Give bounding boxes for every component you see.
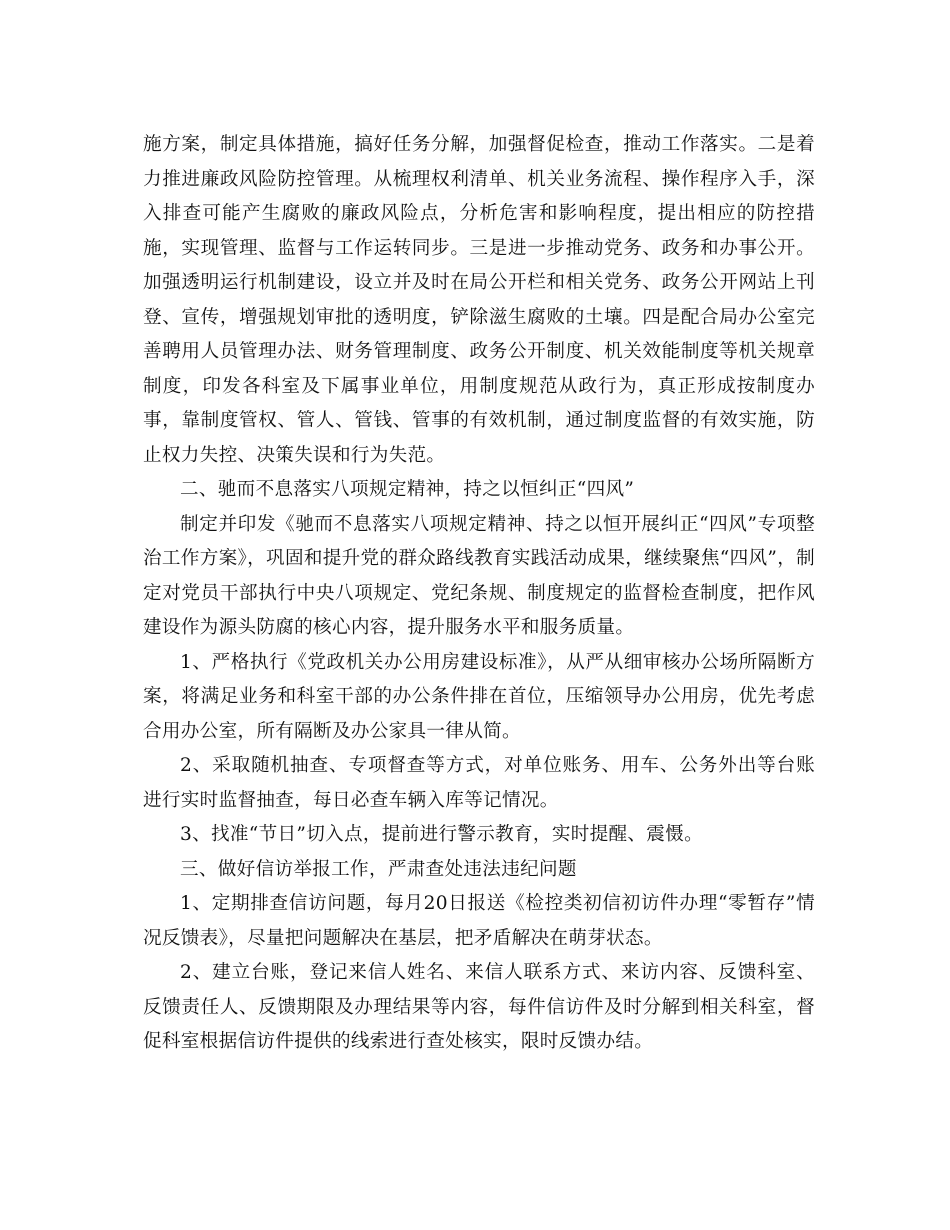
section-heading-2: 二、驰而不息落实八项规定精神，持之以恒纠正“四风”	[180, 479, 635, 500]
section-heading-3: 三、做好信访举报工作，严肃查处违法违纪问题	[180, 858, 577, 880]
list-item: 3、找准“节日”切入点，提前进行警示教育，实时提醒、震慑。	[180, 824, 703, 845]
paragraph: 制定并印发《驰而不息落实八项规定精神、持之以恒开展纠正“四风”专项整治工作方案》，巩固和提升党的群众路线教育实践活动成果，继续聚焦“四风”，制定对党员干部执行中央八项规定、党纪条规、制度规定的监督检查制度，把作风建设作为源头防腐的核心内容，提升服务水平和服务质量。	[143, 513, 815, 638]
list-item: 1、定期排查信访问题，每月20日报送《检控类初信初访件办理“零暂存”情况反馈表》，尽量把问题解决在基层，把矛盾解决在萌芽状态。	[143, 893, 815, 949]
list-item: 2、采取随机抽查、专项督查等方式，对单位账务、用车、公务外出等台账进行实时监督抽查，每日必查车辆入库等记情况。	[143, 755, 815, 811]
document-body	[143, 128, 815, 1060]
paragraph-continuation: 施方案，制定具体措施，搞好任务分解，加强督促检查，推动工作落实。二是着力推进廉政风险防控管理。从梳理权利清单、机关业务流程、操作程序入手，深入排查可能产生腐败的廉政风险点，分析危害和影响程度，提出相应的防控措施，实现管理、监督与工作运转同步。三是进一步推动党务、政务和办事公开。加强透明运行机制建设，设立并及时在局公开栏和相关党务、政务公开网站上刊登、宣传，增强规划审批的透明度，铲除滋生腐败的土壤。四是配合局办公室完善聘用人员管理办法、财务管理制度、政务公开制度、机关效能制度等机关规章制度，印发各科室及下属事业单位，用制度规范从政行为，真正形成按制度办事，靠制度管权、管人、管钱、管事的有效机制，通过制度监督的有效实施，防止权力失控、决策失误和行为失范。	[143, 134, 815, 466]
list-item: 1、严格执行《党政机关办公用房建设标准》，从严从细审核办公场所隔断方案，将满足业务和科室干部的办公条件排在首位，压缩领导办公用房，优先考虑合用办公室，所有隔断及办公家具一律从简。	[143, 651, 815, 742]
list-item: 2、建立台账，登记来信人姓名、来信人联系方式、来访内容、反馈科室、反馈责任人、反馈期限及办理结果等内容，每件信访件及时分解到相关科室，督促科室根据信访件提供的线索进行查处核实，限时反馈办结。	[143, 962, 815, 1052]
